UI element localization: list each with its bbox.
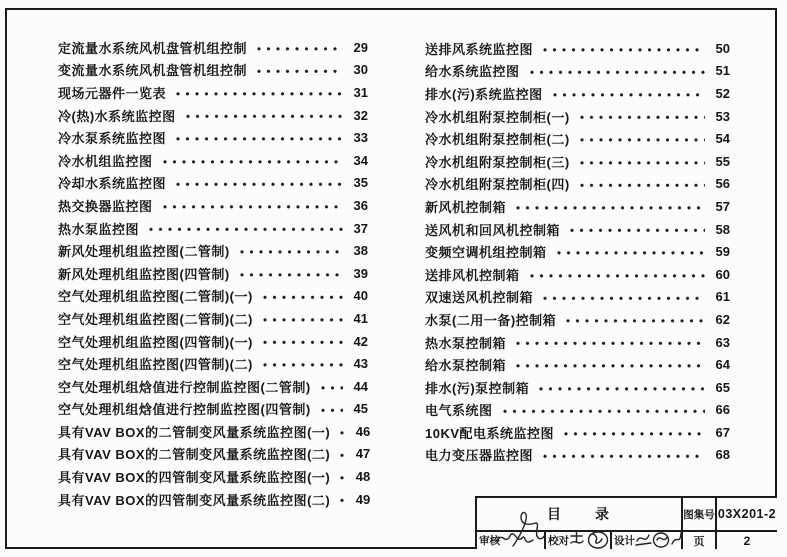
toc-entry-page-number: 35 bbox=[353, 175, 368, 191]
toc-entry-title: 排水(污)系统监控图 bbox=[425, 86, 543, 102]
toc-entry bbox=[58, 194, 368, 217]
checker-signature bbox=[568, 530, 610, 550]
toc-entry-page-number: 42 bbox=[353, 333, 368, 349]
toc-entry bbox=[58, 104, 368, 127]
toc-entry-page-number: 32 bbox=[353, 107, 368, 123]
toc-heading: 目 录 bbox=[477, 498, 683, 530]
toc-entry-page-number: 29 bbox=[353, 39, 368, 55]
toc-entry-title: 送排风系统监控图 bbox=[425, 41, 534, 57]
reviewer-label: 审核 bbox=[479, 535, 500, 547]
dot-leader bbox=[577, 105, 705, 128]
toc-entry-page-number: 47 bbox=[355, 446, 371, 462]
toc-entry-page-number: 63 bbox=[715, 334, 730, 350]
toc-entry-page-number: 49 bbox=[355, 491, 371, 507]
dot-leader bbox=[260, 285, 343, 308]
toc-entry bbox=[425, 308, 730, 331]
toc-entry-title: 定流量水系统风机盘管机组控制 bbox=[58, 40, 248, 56]
toc-entry-title: 空气处理机组焓值进行控制监控图(四管制) bbox=[58, 402, 311, 418]
toc-entry-title: 双速送风机控制箱 bbox=[425, 290, 534, 306]
toc-entry bbox=[425, 150, 730, 173]
toc-entry-page-number: 54 bbox=[715, 131, 730, 147]
toc-entry bbox=[425, 82, 730, 105]
toc-entry bbox=[425, 399, 730, 422]
dot-leader bbox=[260, 330, 343, 353]
toc-entry-title: 10KV配电系统监控图 bbox=[425, 425, 555, 441]
toc-entry-title: 新风处理机组监控图(四管制) bbox=[58, 266, 230, 282]
toc-entry bbox=[425, 195, 730, 218]
toc-entry-page-number: 30 bbox=[353, 62, 368, 78]
dot-leader bbox=[536, 376, 705, 399]
toc-entry-page-number: 56 bbox=[715, 176, 730, 192]
toc-entry bbox=[58, 488, 371, 511]
toc-entry-title: 电力变压器监控图 bbox=[425, 448, 534, 464]
dot-leader bbox=[577, 150, 705, 173]
toc-entry-page-number: 43 bbox=[353, 356, 368, 372]
toc-entry-title: 排水(污)泵控制箱 bbox=[425, 380, 530, 396]
title-block bbox=[475, 496, 777, 549]
toc-entry-page-number: 59 bbox=[715, 244, 730, 260]
toc-entry-title: 具有VAV BOX的二管制变风量系统监控图(一) bbox=[58, 424, 331, 440]
toc-entry bbox=[58, 375, 368, 398]
toc-entry-page-number: 46 bbox=[355, 423, 371, 439]
dot-leader bbox=[567, 218, 705, 241]
toc-entry bbox=[58, 465, 371, 488]
toc-entry bbox=[58, 81, 368, 104]
dot-leader bbox=[550, 82, 705, 105]
toc-entry-page-number: 62 bbox=[715, 311, 730, 327]
dot-leader bbox=[146, 217, 343, 240]
toc-entry bbox=[58, 149, 368, 172]
toc-entry-page-number: 48 bbox=[355, 469, 371, 485]
toc-entry bbox=[58, 59, 368, 82]
dot-leader bbox=[540, 37, 705, 60]
toc-entry-title: 给水系统监控图 bbox=[425, 64, 520, 80]
toc-entry-title: 冷水机组附泵控制柜(三) bbox=[425, 154, 570, 170]
toc-entry-page-number: 67 bbox=[715, 424, 730, 440]
toc-entry-title: 水泵(二用一备)控制箱 bbox=[425, 312, 557, 328]
toc-entry bbox=[58, 443, 371, 466]
toc-entry bbox=[425, 240, 730, 263]
dot-leader bbox=[160, 194, 343, 217]
dot-leader bbox=[563, 308, 705, 331]
dot-leader bbox=[513, 331, 705, 354]
page-label: 页 bbox=[683, 532, 717, 549]
dot-leader bbox=[500, 399, 705, 422]
dot-leader bbox=[527, 263, 705, 286]
toc-entry bbox=[425, 263, 730, 286]
dot-leader bbox=[337, 465, 345, 488]
designer-label: 设计 bbox=[614, 535, 635, 547]
toc-entry-title: 空气处理机组监控图(四管制)(二) bbox=[58, 357, 253, 373]
toc-entry bbox=[425, 105, 730, 128]
toc-entry-title: 变流量水系统风机盘管机组控制 bbox=[58, 63, 248, 79]
toc-entry-title: 新风机控制箱 bbox=[425, 199, 507, 215]
toc-entry-page-number: 44 bbox=[353, 378, 368, 394]
toc-entry bbox=[58, 307, 368, 330]
atlas-number-label: 图集号 bbox=[683, 498, 717, 530]
toc-entry-page-number: 34 bbox=[353, 152, 368, 168]
dot-leader bbox=[540, 444, 705, 467]
toc-entry-page-number: 50 bbox=[715, 40, 730, 56]
toc-entry-title: 具有VAV BOX的二管制变风量系统监控图(二) bbox=[58, 447, 331, 463]
toc-entry-page-number: 53 bbox=[715, 108, 730, 124]
toc-entry-page-number: 45 bbox=[353, 401, 368, 417]
dot-leader bbox=[540, 286, 705, 309]
dot-leader bbox=[237, 262, 343, 285]
toc-entry-page-number: 38 bbox=[353, 243, 368, 259]
toc-entry bbox=[58, 126, 368, 149]
toc-entry bbox=[425, 444, 730, 467]
toc-entry-page-number: 61 bbox=[715, 289, 730, 305]
toc-entry-page-number: 36 bbox=[353, 197, 368, 213]
toc-entry bbox=[58, 285, 368, 308]
toc-entry-title: 现场元器件一览表 bbox=[58, 85, 167, 101]
toc-entry-page-number: 41 bbox=[353, 310, 368, 326]
toc-entry-title: 冷水机组监控图 bbox=[58, 153, 153, 169]
reviewer-cell bbox=[477, 532, 546, 549]
toc-entry-title: 空气处理机组监控图(二管制)(一) bbox=[58, 289, 253, 305]
toc-entry-title: 具有VAV BOX的四管制变风量系统监控图(一) bbox=[58, 470, 331, 486]
toc-entry-page-number: 60 bbox=[715, 266, 730, 282]
toc-entry-page-number: 57 bbox=[715, 198, 730, 214]
toc-entry-title: 送风机和回风机控制箱 bbox=[425, 222, 561, 238]
dot-leader bbox=[173, 172, 343, 195]
toc-entry-title: 空气处理机组监控图(二管制)(二) bbox=[58, 311, 253, 327]
dot-leader bbox=[513, 353, 705, 376]
toc-entry-page-number: 66 bbox=[715, 402, 730, 418]
dot-leader bbox=[577, 127, 705, 150]
toc-entry-title: 空气处理机组焓值进行控制监控图(二管制) bbox=[58, 379, 311, 395]
title-block-row-2 bbox=[477, 532, 777, 549]
toc-entry bbox=[58, 330, 368, 353]
dot-leader bbox=[237, 239, 343, 262]
toc-entry-title: 热水泵监控图 bbox=[58, 221, 140, 237]
toc-entry-title: 热交换器监控图 bbox=[58, 198, 153, 214]
atlas-number-value: 03X201-2 bbox=[717, 507, 777, 521]
toc-entry-title: 冷水机组附泵控制柜(二) bbox=[425, 132, 570, 148]
toc-left-column bbox=[58, 36, 371, 510]
dot-leader bbox=[561, 421, 705, 444]
designer-cell bbox=[612, 532, 683, 549]
checker-cell bbox=[546, 532, 612, 549]
toc-entry-title: 冷(热)水系统监控图 bbox=[58, 108, 176, 124]
toc-right-column bbox=[425, 37, 730, 466]
toc-entry-page-number: 39 bbox=[353, 265, 368, 281]
dot-leader bbox=[527, 60, 705, 83]
dot-leader bbox=[577, 173, 705, 196]
dot-leader bbox=[554, 240, 705, 263]
toc-entry-title: 冷却水系统监控图 bbox=[58, 176, 167, 192]
toc-entry-title: 新风处理机组监控图(二管制) bbox=[58, 244, 230, 260]
toc-entry bbox=[58, 398, 368, 421]
toc-entry bbox=[425, 127, 730, 150]
toc-entry-page-number: 51 bbox=[715, 63, 730, 79]
checker-label: 校对 bbox=[548, 535, 569, 547]
dot-leader bbox=[337, 443, 345, 466]
dot-leader bbox=[183, 104, 343, 127]
toc-entry-title: 具有VAV BOX的四管制变风量系统监控图(二) bbox=[58, 492, 331, 508]
toc-entry bbox=[58, 239, 368, 262]
toc-entry-page-number: 58 bbox=[715, 221, 730, 237]
toc-entry-title: 给水泵控制箱 bbox=[425, 358, 507, 374]
toc-entry bbox=[425, 331, 730, 354]
toc-entry-title: 送排风机控制箱 bbox=[425, 267, 520, 283]
toc-entry-page-number: 52 bbox=[715, 85, 730, 101]
toc-entry bbox=[58, 36, 368, 59]
toc-entry-title: 热水泵控制箱 bbox=[425, 335, 507, 351]
toc-entry-title: 冷水机组附泵控制柜(四) bbox=[425, 177, 570, 193]
toc-entry-page-number: 65 bbox=[715, 379, 730, 395]
toc-entry bbox=[58, 172, 368, 195]
dot-leader bbox=[513, 195, 705, 218]
designer-signature bbox=[634, 530, 682, 550]
reviewer-signature bbox=[495, 508, 547, 550]
toc-entry bbox=[58, 420, 371, 443]
page-number-value: 2 bbox=[743, 533, 751, 548]
toc-entry bbox=[425, 218, 730, 241]
dot-leader bbox=[260, 307, 343, 330]
dot-leader bbox=[337, 488, 345, 511]
toc-entry bbox=[425, 353, 730, 376]
toc-entry bbox=[425, 37, 730, 60]
toc-entry bbox=[58, 352, 368, 375]
toc-entry-title: 电气系统图 bbox=[425, 403, 493, 419]
toc-entry-title: 冷水泵系统监控图 bbox=[58, 131, 167, 147]
dot-leader bbox=[254, 36, 343, 59]
dot-leader bbox=[173, 126, 343, 149]
dot-leader bbox=[173, 81, 343, 104]
toc-entry-title: 变频空调机组控制箱 bbox=[425, 245, 547, 261]
toc-entry bbox=[425, 173, 730, 196]
toc-entry-page-number: 64 bbox=[715, 357, 730, 373]
dot-leader bbox=[337, 420, 345, 443]
dot-leader bbox=[160, 149, 343, 172]
toc-entry-page-number: 31 bbox=[353, 84, 368, 100]
toc-entry bbox=[425, 286, 730, 309]
toc-entry-page-number: 40 bbox=[353, 288, 368, 304]
toc-entry-page-number: 37 bbox=[353, 220, 368, 236]
dot-leader bbox=[260, 352, 343, 375]
toc-entry-page-number: 33 bbox=[353, 130, 368, 146]
toc-entry bbox=[58, 217, 368, 240]
toc-entry-page-number: 55 bbox=[715, 153, 730, 169]
page-frame bbox=[5, 8, 777, 549]
toc-entry bbox=[425, 60, 730, 83]
toc-entry bbox=[58, 262, 368, 285]
toc-entry-title: 空气处理机组监控图(四管制)(一) bbox=[58, 334, 253, 350]
dot-leader bbox=[318, 375, 343, 398]
toc-entry bbox=[425, 376, 730, 399]
dot-leader bbox=[254, 59, 343, 82]
toc-entry-page-number: 68 bbox=[715, 447, 730, 463]
toc-entry-title: 冷水机组附泵控制柜(一) bbox=[425, 109, 570, 125]
dot-leader bbox=[318, 398, 343, 421]
toc-entry bbox=[425, 421, 730, 444]
